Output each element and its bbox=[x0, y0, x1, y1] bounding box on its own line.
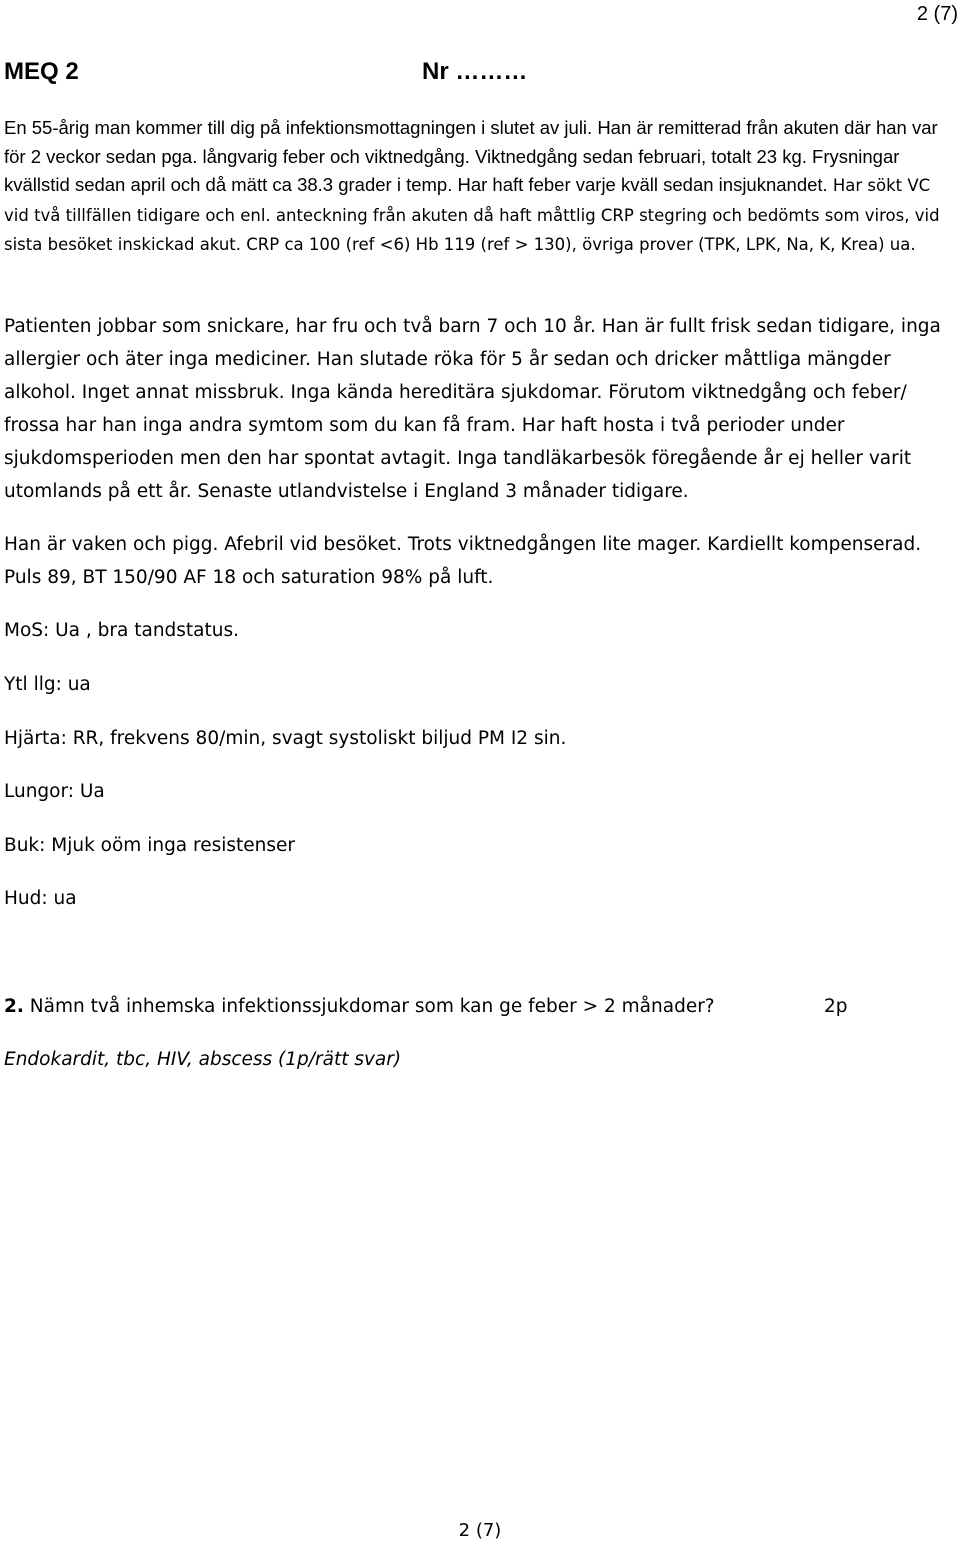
case-intro-paragraph bbox=[4, 114, 959, 260]
page-number-top: 2 (7) bbox=[916, 3, 958, 25]
exam-buk: Buk: Mjuk oöm inga resistenser bbox=[4, 835, 296, 856]
case-intro-part1: En 55-årig man kommer till dig på infektionsmottagningen i slutet av juli. Han är remitterad från akuten där han var för 2 veckor sedan pga. långvarig feber och viktnedgång. Viktnedgång sedan februari, totalt 23 kg. Frysningar kvällstid sedan april och då mätt ca 38.3 grader i temp. Har haft feber varje kväll sedan insjuknandet. bbox=[4, 117, 938, 196]
question-number: 2. bbox=[4, 996, 24, 1017]
question-text: Nämn två inhemska infektionssjukdomar som kan ge feber > 2 månader? bbox=[23, 996, 715, 1017]
question-2 bbox=[4, 994, 715, 1020]
exam-ytl: Ytl llg: ua bbox=[4, 674, 91, 695]
exam-hjarta: Hjärta: RR, frekvens 80/min, svagt systoliskt biljud PM I2 sin. bbox=[4, 728, 567, 749]
exam-mos: MoS: Ua , bra tandstatus. bbox=[4, 620, 240, 641]
case-intro-part2: Har sökt VC vid två tillfällen tidigare och enl. anteckning från akuten då haft måttlig CRP stegring och bedömts som viros, vid sista besöket inskickad akut. CRP ca 100 (ref <6) Hb 119 (ref > 130), övriga prover (TPK, LPK, Na, K, Krea) ua. bbox=[4, 176, 940, 255]
page-number-bottom: 2 (7) bbox=[458, 1520, 502, 1541]
history-paragraph: Patienten jobbar som snickare, har fru och två barn 7 och 10 år. Han är fullt frisk sedan tidigare, inga allergier och äter inga mediciner. Han slutade röka för 5 år sedan och dricker måttliga mängder alkohol. Inget annat missbruk. Inga kända hereditära sjukdomar. Förutom viktnedgång och feber/ frossa har han inga andra symtom som du kan få fram. Har haft hosta i två perioder under sjukdomsperioden men den har spontat avtagit. Inga tandläkarbesök föregående år ej heller varit utomlands på ett år. Senaste utlandvistelse i England 3 månader tidigare. bbox=[4, 316, 941, 502]
document-header bbox=[4, 57, 944, 87]
number-field: Nr ……… bbox=[422, 58, 528, 85]
answer-text: Endokardit, tbc, HIV, abscess (1p/rätt svar) bbox=[4, 1049, 402, 1070]
document-title: MEQ 2 bbox=[4, 58, 79, 85]
question-points: 2p bbox=[824, 996, 848, 1017]
status-paragraph: Han är vaken och pigg. Afebril vid besöket. Trots viktnedgången lite mager. Kardiellt kompenserad. Puls 89, BT 150/90 AF 18 och saturation 98% på luft. bbox=[4, 534, 922, 588]
exam-hud: Hud: ua bbox=[4, 888, 77, 909]
exam-lungor: Lungor: Ua bbox=[4, 781, 105, 802]
